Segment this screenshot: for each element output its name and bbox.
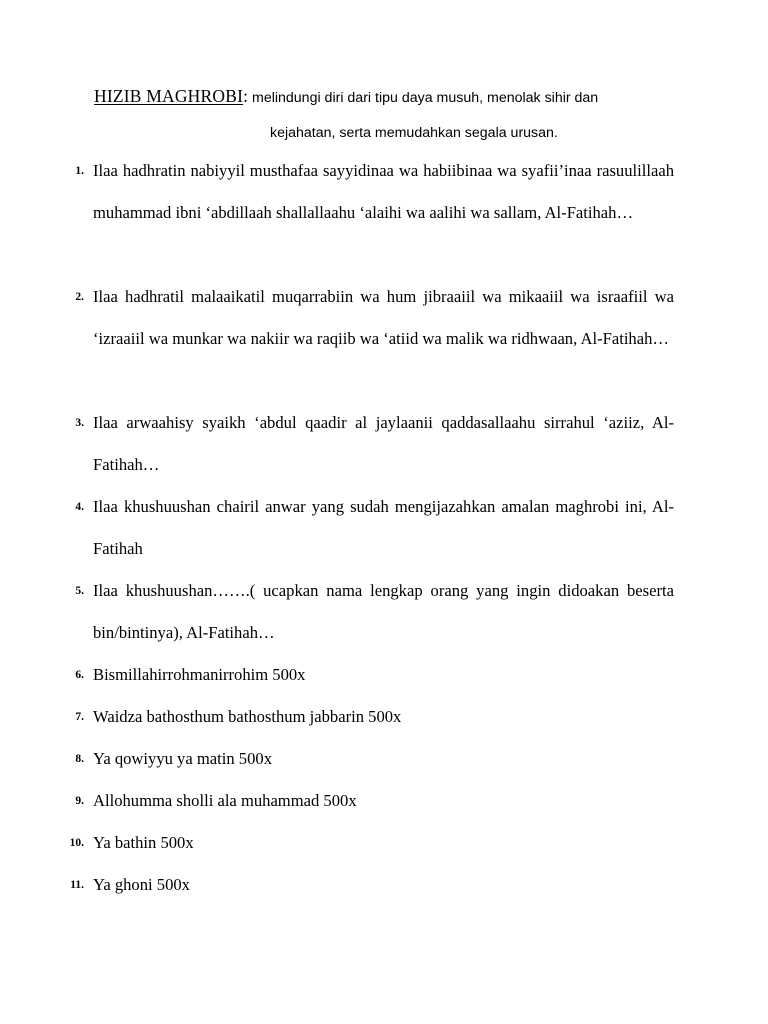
list-item-number: 9. — [75, 795, 84, 807]
list-item-text: Bismillahirrohmanirrohim 500x — [93, 665, 306, 684]
list-item-text: Ilaa khushuushan chairil anwar yang sudah mengijazahkan amalan maghrobi ini, Al-Fatihah — [93, 497, 674, 558]
subtitle-line-1: melindungi diri dari tipu daya musuh, menolak sihir dan — [252, 90, 599, 106]
title-colon: : — [243, 86, 248, 106]
list-item-text: Allohumma sholli ala muhammad 500x — [93, 791, 357, 810]
list-item-number: 6. — [75, 669, 84, 681]
list-item-text: Ilaa arwaahisy syaikh ‘abdul qaadir al jaylaanii qaddasallaahu sirrahul ‘aziiz, Al-Fatihah… — [93, 413, 674, 474]
subtitle-line-2: kejahatan, serta memudahkan segala urusan. — [270, 125, 558, 141]
list-item-text: Ilaa hadhratil malaaikatil muqarrabiin wa hum jibraaiil wa mikaaiil wa israafiil wa ‘izraaiil wa munkar wa nakiir wa raqiib wa ‘atiid wa malik wa ridhwaan, Al-Fatihah… — [93, 287, 674, 348]
header-line — [94, 86, 598, 107]
document-title: HIZIB MAGHROBI — [94, 86, 244, 106]
list-item-number: 3. — [75, 417, 84, 429]
list-item-text: Ya ghoni 500x — [93, 875, 190, 894]
list-item-text: Waidza bathosthum bathosthum jabbarin 500x — [93, 707, 402, 726]
list-item-number: 1. — [75, 165, 84, 177]
list-item-number: 8. — [75, 753, 84, 765]
subtitle-continuation — [270, 124, 558, 142]
list-item-number: 4. — [75, 501, 84, 513]
list-item-number: 7. — [75, 711, 84, 723]
list-item-number: 11. — [70, 879, 84, 891]
list-item-number: 2. — [75, 291, 84, 303]
list-item-number: 10. — [69, 837, 84, 849]
list-item-text: Ya bathin 500x — [93, 833, 194, 852]
list-item-text: Ya qowiyyu ya matin 500x — [93, 749, 272, 768]
list-item-number: 5. — [75, 585, 84, 597]
list-item-text: Ilaa hadhratin nabiyyil musthafaa sayyidinaa wa habiibinaa wa syafii’inaa rasuulillaah muhammad ibni ‘abdillaah shallallaahu ‘alaihi wa aalihi wa sallam, Al-Fatihah… — [93, 161, 674, 222]
list-item-text: Ilaa khushuushan…….( ucapkan nama lengkap orang yang ingin didoakan beserta bin/bintinya), Al-Fatihah… — [93, 581, 674, 642]
